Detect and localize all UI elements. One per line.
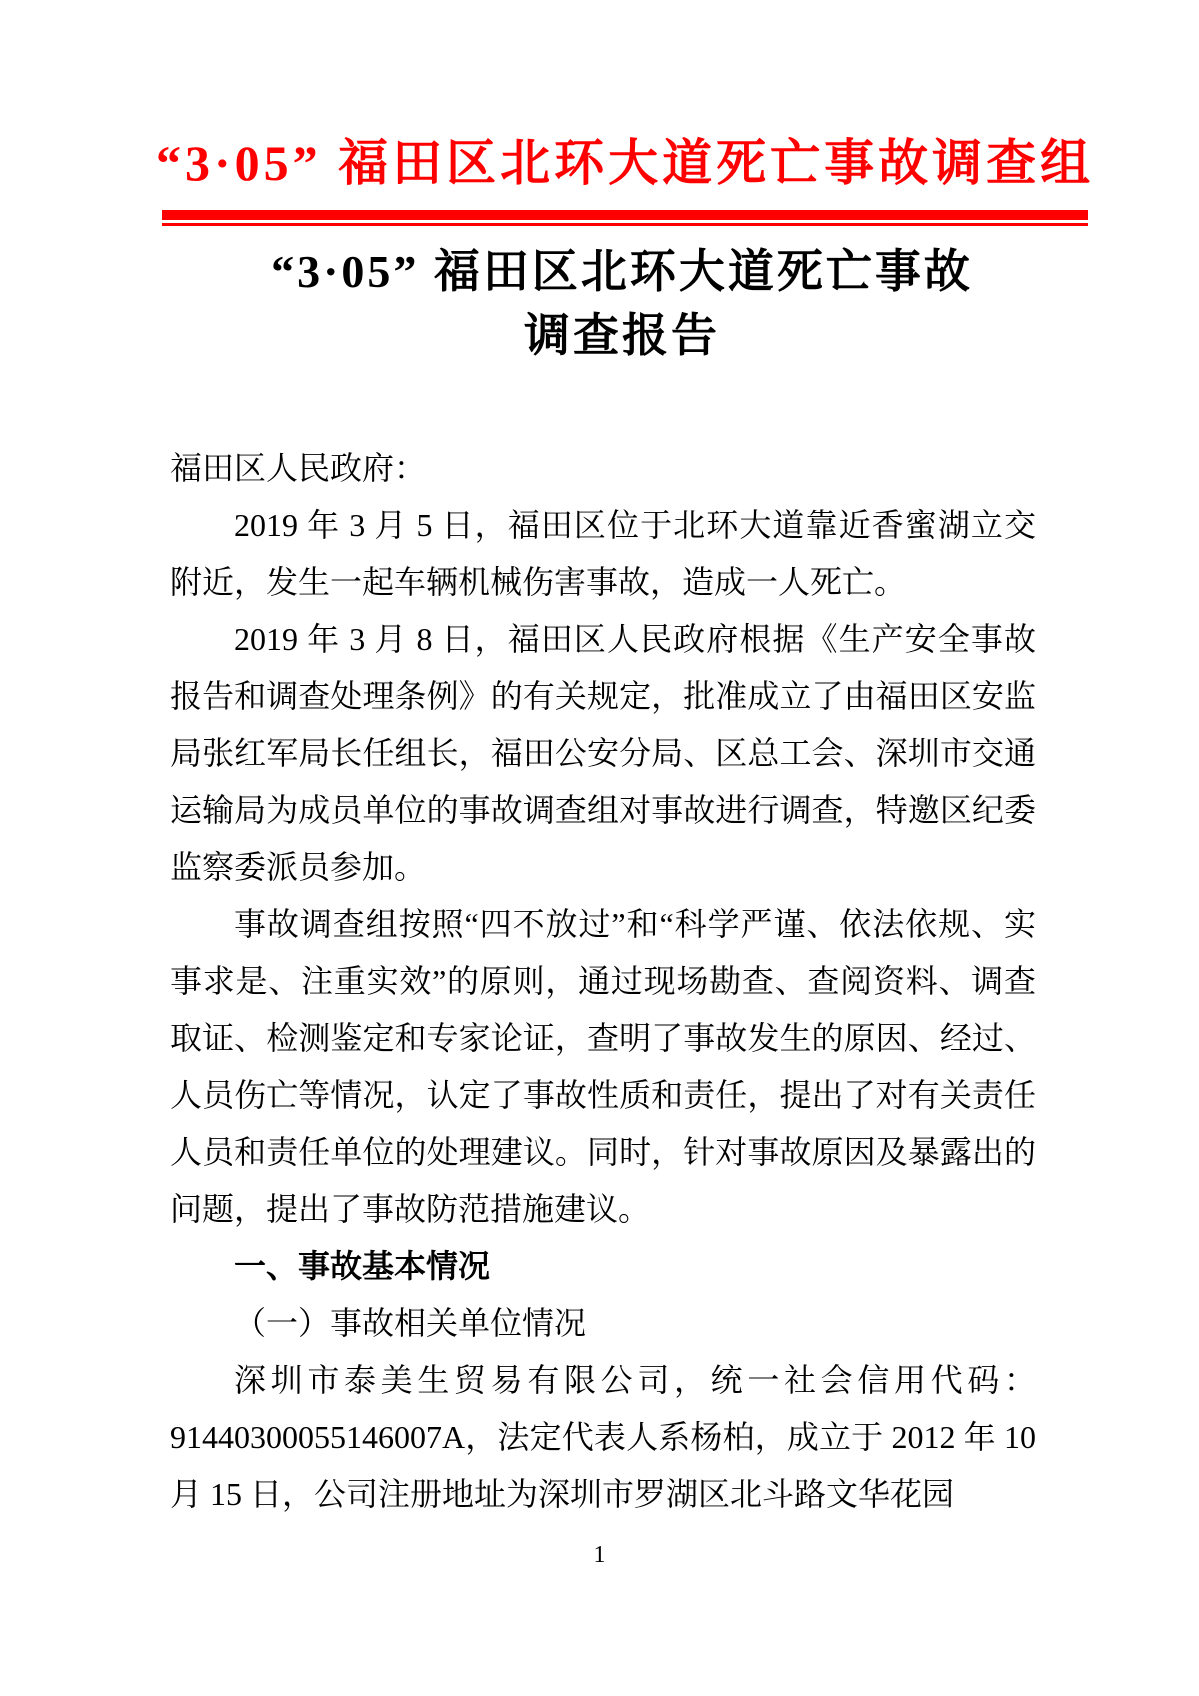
letterhead-rule-thin xyxy=(162,223,1088,226)
company-info-paragraph: 深圳市泰美生贸易有限公司，统一社会信用代码：91440300055146007A，法定代表人系杨柏，成立于 2012 年 10 月 15 日，公司注册地址为深圳市罗湖区北斗路文华花园 xyxy=(170,1362,1036,1512)
report-title xyxy=(156,240,1088,368)
salutation: 福田区人民政府： xyxy=(170,450,427,486)
intro-paragraph-1: 2019 年 3 月 5 日，福田区位于北环大道靠近香蜜湖立交附近，发生一起车辆机械伤害事故，造成一人死亡。 xyxy=(170,507,1036,600)
report-title-line2: 调查报告 xyxy=(524,310,720,361)
section-heading-basic-situation: 一、事故基本情况 xyxy=(234,1248,491,1284)
report-body xyxy=(170,440,1036,1523)
letterhead-rule-thick xyxy=(162,210,1088,220)
letterhead-org-name: “3·05” 福田区北环大道死亡事故调查组 xyxy=(156,135,1095,191)
page-number: 1 xyxy=(593,1542,606,1568)
intro-paragraph-3: 事故调查组按照“四不放过”和“科学严谨、依法依规、实事求是、注重实效”的原则，通过现场勘查、查阅资料、调查取证、检测鉴定和专家论证，查明了事故发生的原因、经过、人员伤亡等情况，认定了事故性质和责任，提出了对有关责任人员和责任单位的处理建议。同时，针对事故原因及暴露出的问题，提出了事故防范措施建议。 xyxy=(170,906,1036,1227)
subsection-heading-related-units: （一）事故相关单位情况 xyxy=(234,1305,587,1341)
intro-paragraph-2: 2019 年 3 月 8 日，福田区人民政府根据《生产安全事故报告和调查处理条例》的有关规定，批准成立了由福田区安监局张红军局长任组长，福田公安分局、区总工会、深圳市交通运输局为成员单位的事故调查组对事故进行调查，特邀区纪委监察委派员参加。 xyxy=(170,621,1036,885)
report-title-line1: “3·05” 福田区北环大道死亡事故 xyxy=(271,246,973,297)
